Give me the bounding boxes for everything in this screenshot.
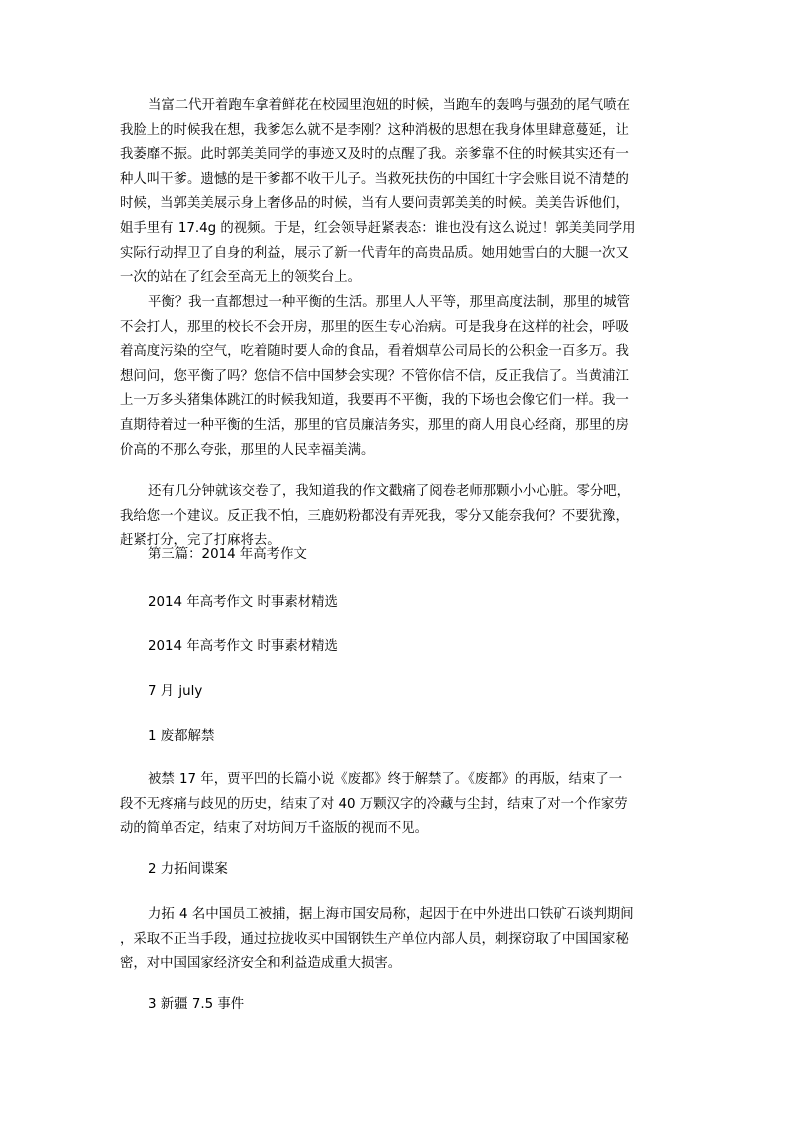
text-line: 被禁 17 年，贾平凹的长篇小说《废都》终于解禁了。《废都》的再版，结束了一 [148,772,623,787]
text-line: 我脸上的时候我在想，我爹怎么就不是李刚？这种消极的思想在我身体里肆意蔓延，让 [120,122,629,138]
text-line: 密，对中国国家经济安全和利益造成重大损害。 [120,956,402,972]
month-heading: 7 月 july [148,684,203,699]
paragraph-guo-meimei [120,94,680,291]
text-line: 当富二代开着跑车拿着鲜花在校园里泡妞的时候，当跑车的轰鸣与强劲的尾气喷在 [148,98,631,113]
item-title: 1 废都解禁 [148,729,215,744]
text-line: 种人叫干爹。遗憾的是干爹都不收干儿子。当救死扶伤的中国红十字会账目说不清楚的 [120,171,629,187]
item-title: 2 力拓间谍案 [148,862,228,877]
item-body [120,768,680,842]
item-body [120,903,680,977]
section-heading: 第三篇：2014 年高考作文 [148,547,307,562]
text-line: 还有几分钟就该交卷了，我知道我的作文戳痛了阅卷老师那颗小小心脏。零分吧， [148,484,631,499]
text-line: 力拓 4 名中国员工被捕，据上海市国安局称，起因于在中外进出口铁矿石谈判期间 [148,907,634,922]
text-line: 姐手里有 17.4g 的视频。于是，红会领导赶紧表态：谁也没有这么说过！郭美美同学用 [120,220,636,236]
text-line: 一次的站在了红会至高无上的领奖台上。 [120,270,362,286]
text-line: 我给您一个建议。反正我不怕，三鹿奶粉都没有弄死我，零分又能奈我何？不要犹豫， [120,508,629,524]
text-line: ，采取不正当手段，通过拉拢收买中国钢铁生产单位内部人员，刺探窃取了中国国家秘 [120,931,629,947]
text-line: 直期待着过一种平衡的生活，那里的官员廉洁务实，那里的商人用良心经商，那里的房 [120,417,629,433]
text-line: 赶紧打分，完了打麻将去。 [120,533,281,549]
subtitle: 2014 年高考作文 时事素材精选 [148,595,338,610]
text-line: 不会打人，那里的校长不会开房，那里的医生专心治病。可是我身在这样的社会，呼吸 [120,319,629,335]
paragraph-balance [120,291,680,463]
text-line: 时候，当郭美美展示身上奢侈品的时候，当有人要问责郭美美的时候。美美告诉他们， [120,196,629,212]
text-line: 想问问，您平衡了吗？您信不信中国梦会实现？不管你信不信，反正我信了。当黄浦江 [120,368,629,384]
text-line: 平衡？我一直都想过一种平衡的生活。那里人人平等，那里高度法制，那里的城管 [148,295,631,310]
text-line: 上一万多头猪集体跳江的时候我知道，我要再不平衡，我的下场也会像它们一样。我一 [120,393,629,409]
text-line: 我萎靡不振。此时郭美美同学的事迹又及时的点醒了我。亲爹靠不住的时候其实还有一 [120,147,629,163]
text-line: 价高的不那么夸张，那里的人民幸福美满。 [120,442,375,458]
text-line: 段不无疼痛与歧见的历史，结束了对 40 万颗汉字的冷藏与尘封，结束了对一个作家劳 [120,796,628,812]
text-line: 着高度污染的空气，吃着随时要人命的食品，看着烟草公司局长的公积金一百多万。我 [120,344,629,360]
text-line: 动的简单否定，结束了对坊间万千盗版的视而不见。 [120,821,428,837]
item-title: 3 新疆 7.5 事件 [148,997,245,1012]
text-line: 实际行动捍卫了自身的利益，展示了新一代青年的高贵品质。她用她雪白的大腿一次又 [120,245,629,261]
subtitle: 2014 年高考作文 时事素材精选 [148,639,338,654]
